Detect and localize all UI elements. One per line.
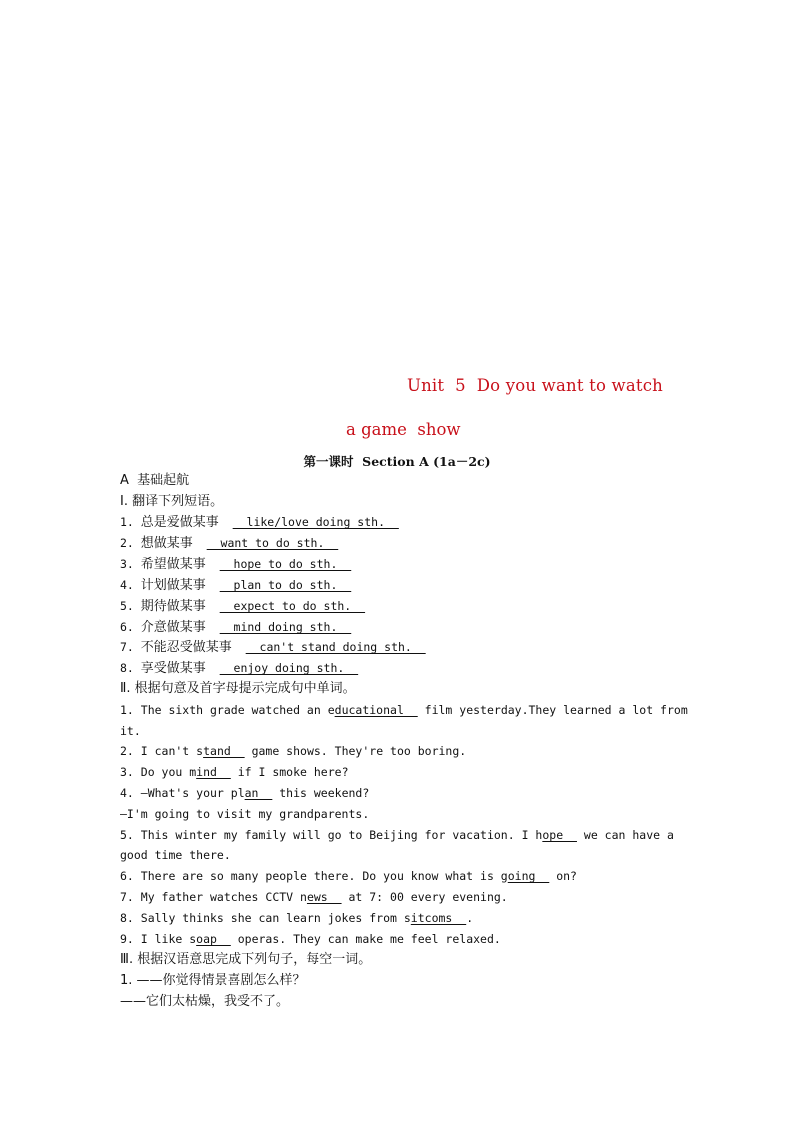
list-item: 3. 希望做某事 hope to do sth. <box>120 557 352 572</box>
phrase-chinese: 总是爱做某事 <box>140 515 219 530</box>
lesson-heading <box>0 452 794 470</box>
phrase-answer: hope to do sth. <box>219 557 352 571</box>
phrase-answer: plan to do sth. <box>219 578 352 592</box>
blank-answer: ope <box>542 828 577 842</box>
list-item: 4. 计划做某事 plan to do sth. <box>120 578 352 593</box>
list-item: 7. 不能忍受做某事 can't stand doing sth. <box>120 640 426 655</box>
section3-line: ——它们太枯燥，我受不了。 <box>120 994 290 1009</box>
blank-answer: ews <box>306 890 342 904</box>
part-a-heading: A 基础起航 <box>120 473 190 488</box>
section3-heading: Ⅲ. 根据汉语意思完成下列句子，每空一词。 <box>120 952 372 967</box>
sentence-line: 8. Sally thinks she can learn jokes from sitcoms . <box>120 911 474 925</box>
list-item: 1. 总是爱做某事 like/love doing sth. <box>120 515 399 530</box>
sentence-line: 1. The sixth grade watched an educational film yesterday.They learned a lot from <box>120 703 688 717</box>
sentence-line: 4. —What's your plan this weekend? <box>120 786 370 800</box>
sentence-line: 9. I like soap operas. They can make me feel relaxed. <box>120 932 501 946</box>
section1-heading: Ⅰ. 翻译下列短语。 <box>120 494 224 509</box>
sentence-line: 2. I can't stand game shows. They're too boring. <box>120 744 467 758</box>
blank-answer: oing <box>507 869 550 883</box>
phrase-chinese: 不能忍受做某事 <box>140 640 232 655</box>
phrase-chinese: 享受做某事 <box>140 661 206 676</box>
phrase-chinese: 计划做某事 <box>140 578 206 593</box>
phrase-chinese: 希望做某事 <box>140 557 206 572</box>
blank-answer: ind <box>196 765 231 779</box>
title-line-2: a game show <box>346 420 461 439</box>
phrase-chinese: 期待做某事 <box>140 599 206 614</box>
lesson-label: 第一课时 <box>303 454 354 469</box>
sentence-line: good time there. <box>120 848 231 862</box>
phrase-answer: enjoy doing sth. <box>219 661 359 675</box>
phrase-chinese: 想做某事 <box>140 536 193 551</box>
blank-answer: itcoms <box>410 911 467 925</box>
sentence-line: 7. My father watches CCTV news at 7: 00 every evening. <box>120 890 508 904</box>
list-item: 2. 想做某事 want to do sth. <box>120 536 339 551</box>
blank-answer: an <box>244 786 273 800</box>
phrase-chinese: 介意做某事 <box>140 620 206 635</box>
blank-answer: tand <box>203 744 245 758</box>
sentence-line: it. <box>120 724 141 738</box>
phrase-answer: like/love doing sth. <box>232 515 399 529</box>
lesson-section: Section A (1a－2c) <box>362 454 491 469</box>
section3-line: 1. ——你觉得情景喜剧怎么样？ <box>120 973 306 988</box>
phrase-answer: expect to do sth. <box>219 599 366 613</box>
phrase-answer: mind doing sth. <box>219 620 352 634</box>
section2-heading: Ⅱ. 根据句意及首字母提示完成句中单词。 <box>120 681 356 696</box>
blank-answer: ducational <box>334 703 418 717</box>
sentence-line: 3. Do you mind if I smoke here? <box>120 765 349 779</box>
title-line-1: Unit 5 Do you want to watch <box>407 376 663 395</box>
list-item: 5. 期待做某事 expect to do sth. <box>120 599 366 614</box>
list-item: 6. 介意做某事 mind doing sth. <box>120 620 352 635</box>
sentence-line: 5. This winter my family will go to Beijing for vacation. I hope we can have a <box>120 828 674 842</box>
sentence-line: 6. There are so many people there. Do you know what is going on? <box>120 869 577 883</box>
phrase-answer: can't stand doing sth. <box>245 640 426 654</box>
sentence-line: —I'm going to visit my grandparents. <box>120 807 370 821</box>
phrase-answer: want to do sth. <box>206 536 339 550</box>
blank-answer: oap <box>196 932 231 946</box>
list-item: 8. 享受做某事 enjoy doing sth. <box>120 661 359 676</box>
